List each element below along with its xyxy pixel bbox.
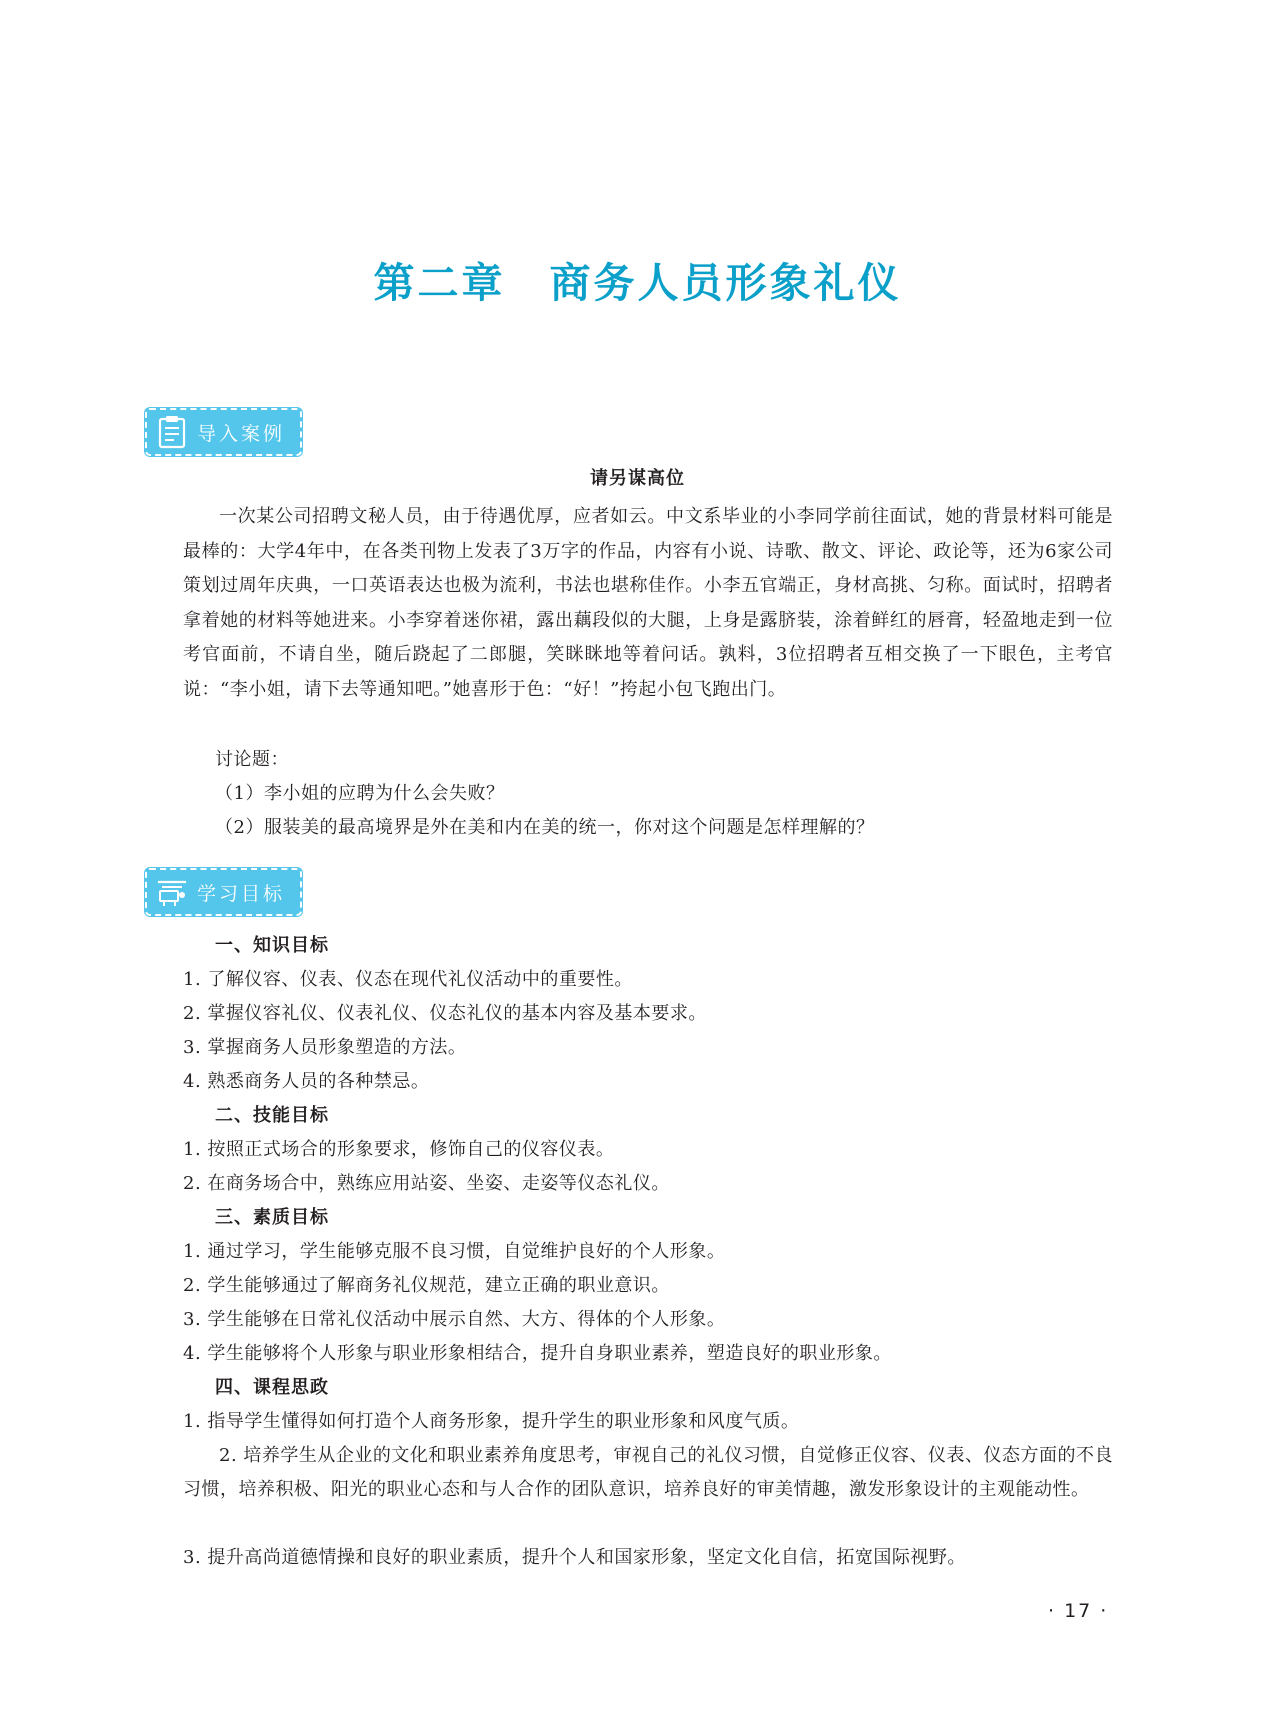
page-number: · 17 · (1048, 1600, 1109, 1622)
objective-item: 3. 掌握商务人员形象塑造的方法。 (183, 1037, 467, 1058)
case-story: 一次某公司招聘文秘人员，由于待遇优厚，应者如云。中文系毕业的小李同学前往面试，她的背景材料可能是最棒的：大学4年中，在各类刊物上发表了3万字的作品，内容有小说、诗歌、散文、评论、政论等，还为6家公司策划过周年庆典，一口英语表达也极为流利，书法也堪称佳作。小李五官端正，身材高挑、匀称。面试时，招聘者拿着她的材料等她进来。小李穿着迷你裙，露出藕段似的大腿，上身是露脐装，涂着鲜红的唇膏，轻盈地走到一位考官面前，不请自坐，随后跷起了二郎腿，笑眯眯地等着问话。孰料，3位招聘者互相交换了一下眼色，主考官说：“李小姐，请下去等通知吧。”她喜形于色：“好！”挎起小包飞跑出门。 (183, 506, 1113, 700)
objective-paragraph: 2. 培养学生从企业的文化和职业素养角度思考，审视自己的礼仪习惯，自觉修正仪容、仪表、仪态方面的不良习惯，培养积极、阳光的职业心态和与人合作的团队意识，培养良好的审美情趣，激发形象设计的主观能动性。 (183, 1445, 1113, 1500)
objective-item: 1. 指导学生懂得如何打造个人商务形象，提升学生的职业形象和风度气质。 (183, 1411, 800, 1432)
quality-heading: 三、素质目标 (215, 1207, 329, 1228)
objective-item: 1. 了解仪容、仪表、仪态在现代礼仪活动中的重要性。 (183, 969, 633, 990)
knowledge-heading: 一、知识目标 (215, 935, 329, 956)
objective-item: 2. 在商务场合中，熟练应用站姿、坐姿、走姿等仪态礼仪。 (183, 1173, 670, 1194)
intro-case-badge (145, 408, 302, 456)
objective-item: 4. 熟悉商务人员的各种禁忌。 (183, 1071, 430, 1092)
objective-item: 2. 学生能够通过了解商务礼仪规范，建立正确的职业意识。 (183, 1275, 670, 1296)
objective-item: 3. 提升高尚道德情操和良好的职业素质，提升个人和国家形象，坚定文化自信，拓宽国际视野。 (183, 1547, 966, 1568)
objective-item: 1. 按照正式场合的形象要求，修饰自己的仪容仪表。 (183, 1139, 615, 1160)
discussion-label: 讨论题： (215, 749, 289, 770)
clipboard-icon (153, 412, 191, 452)
objective-item: 3. 学生能够在日常礼仪活动中展示自然、大方、得体的个人形象。 (183, 1309, 726, 1330)
objective-item: 1. 通过学习，学生能够克服不良习惯，自觉维护良好的个人形象。 (183, 1241, 726, 1262)
ideology-heading: 四、课程思政 (215, 1377, 329, 1398)
objective-item: 4. 学生能够将个人形象与职业形象相结合，提升自身职业素养，塑造良好的职业形象。 (183, 1343, 892, 1364)
study-desk-icon (153, 872, 191, 912)
objective-item: 2. 掌握仪容礼仪、仪表礼仪、仪态礼仪的基本内容及基本要求。 (183, 1003, 707, 1024)
discussion-question: （2）服装美的最高境界是外在美和内在美的统一，你对这个问题是怎样理解的？ (215, 817, 875, 838)
objectives-badge (145, 868, 302, 916)
objectives-label: 学习目标 (197, 882, 286, 905)
chapter-title: 第二章 商务人员形象礼仪 (373, 259, 902, 307)
intro-case-label: 导入案例 (197, 422, 286, 445)
discussion-question: （1）李小姐的应聘为什么会失败？ (215, 783, 505, 804)
skills-heading: 二、技能目标 (215, 1105, 329, 1126)
case-title: 请另谋高位 (590, 468, 685, 489)
